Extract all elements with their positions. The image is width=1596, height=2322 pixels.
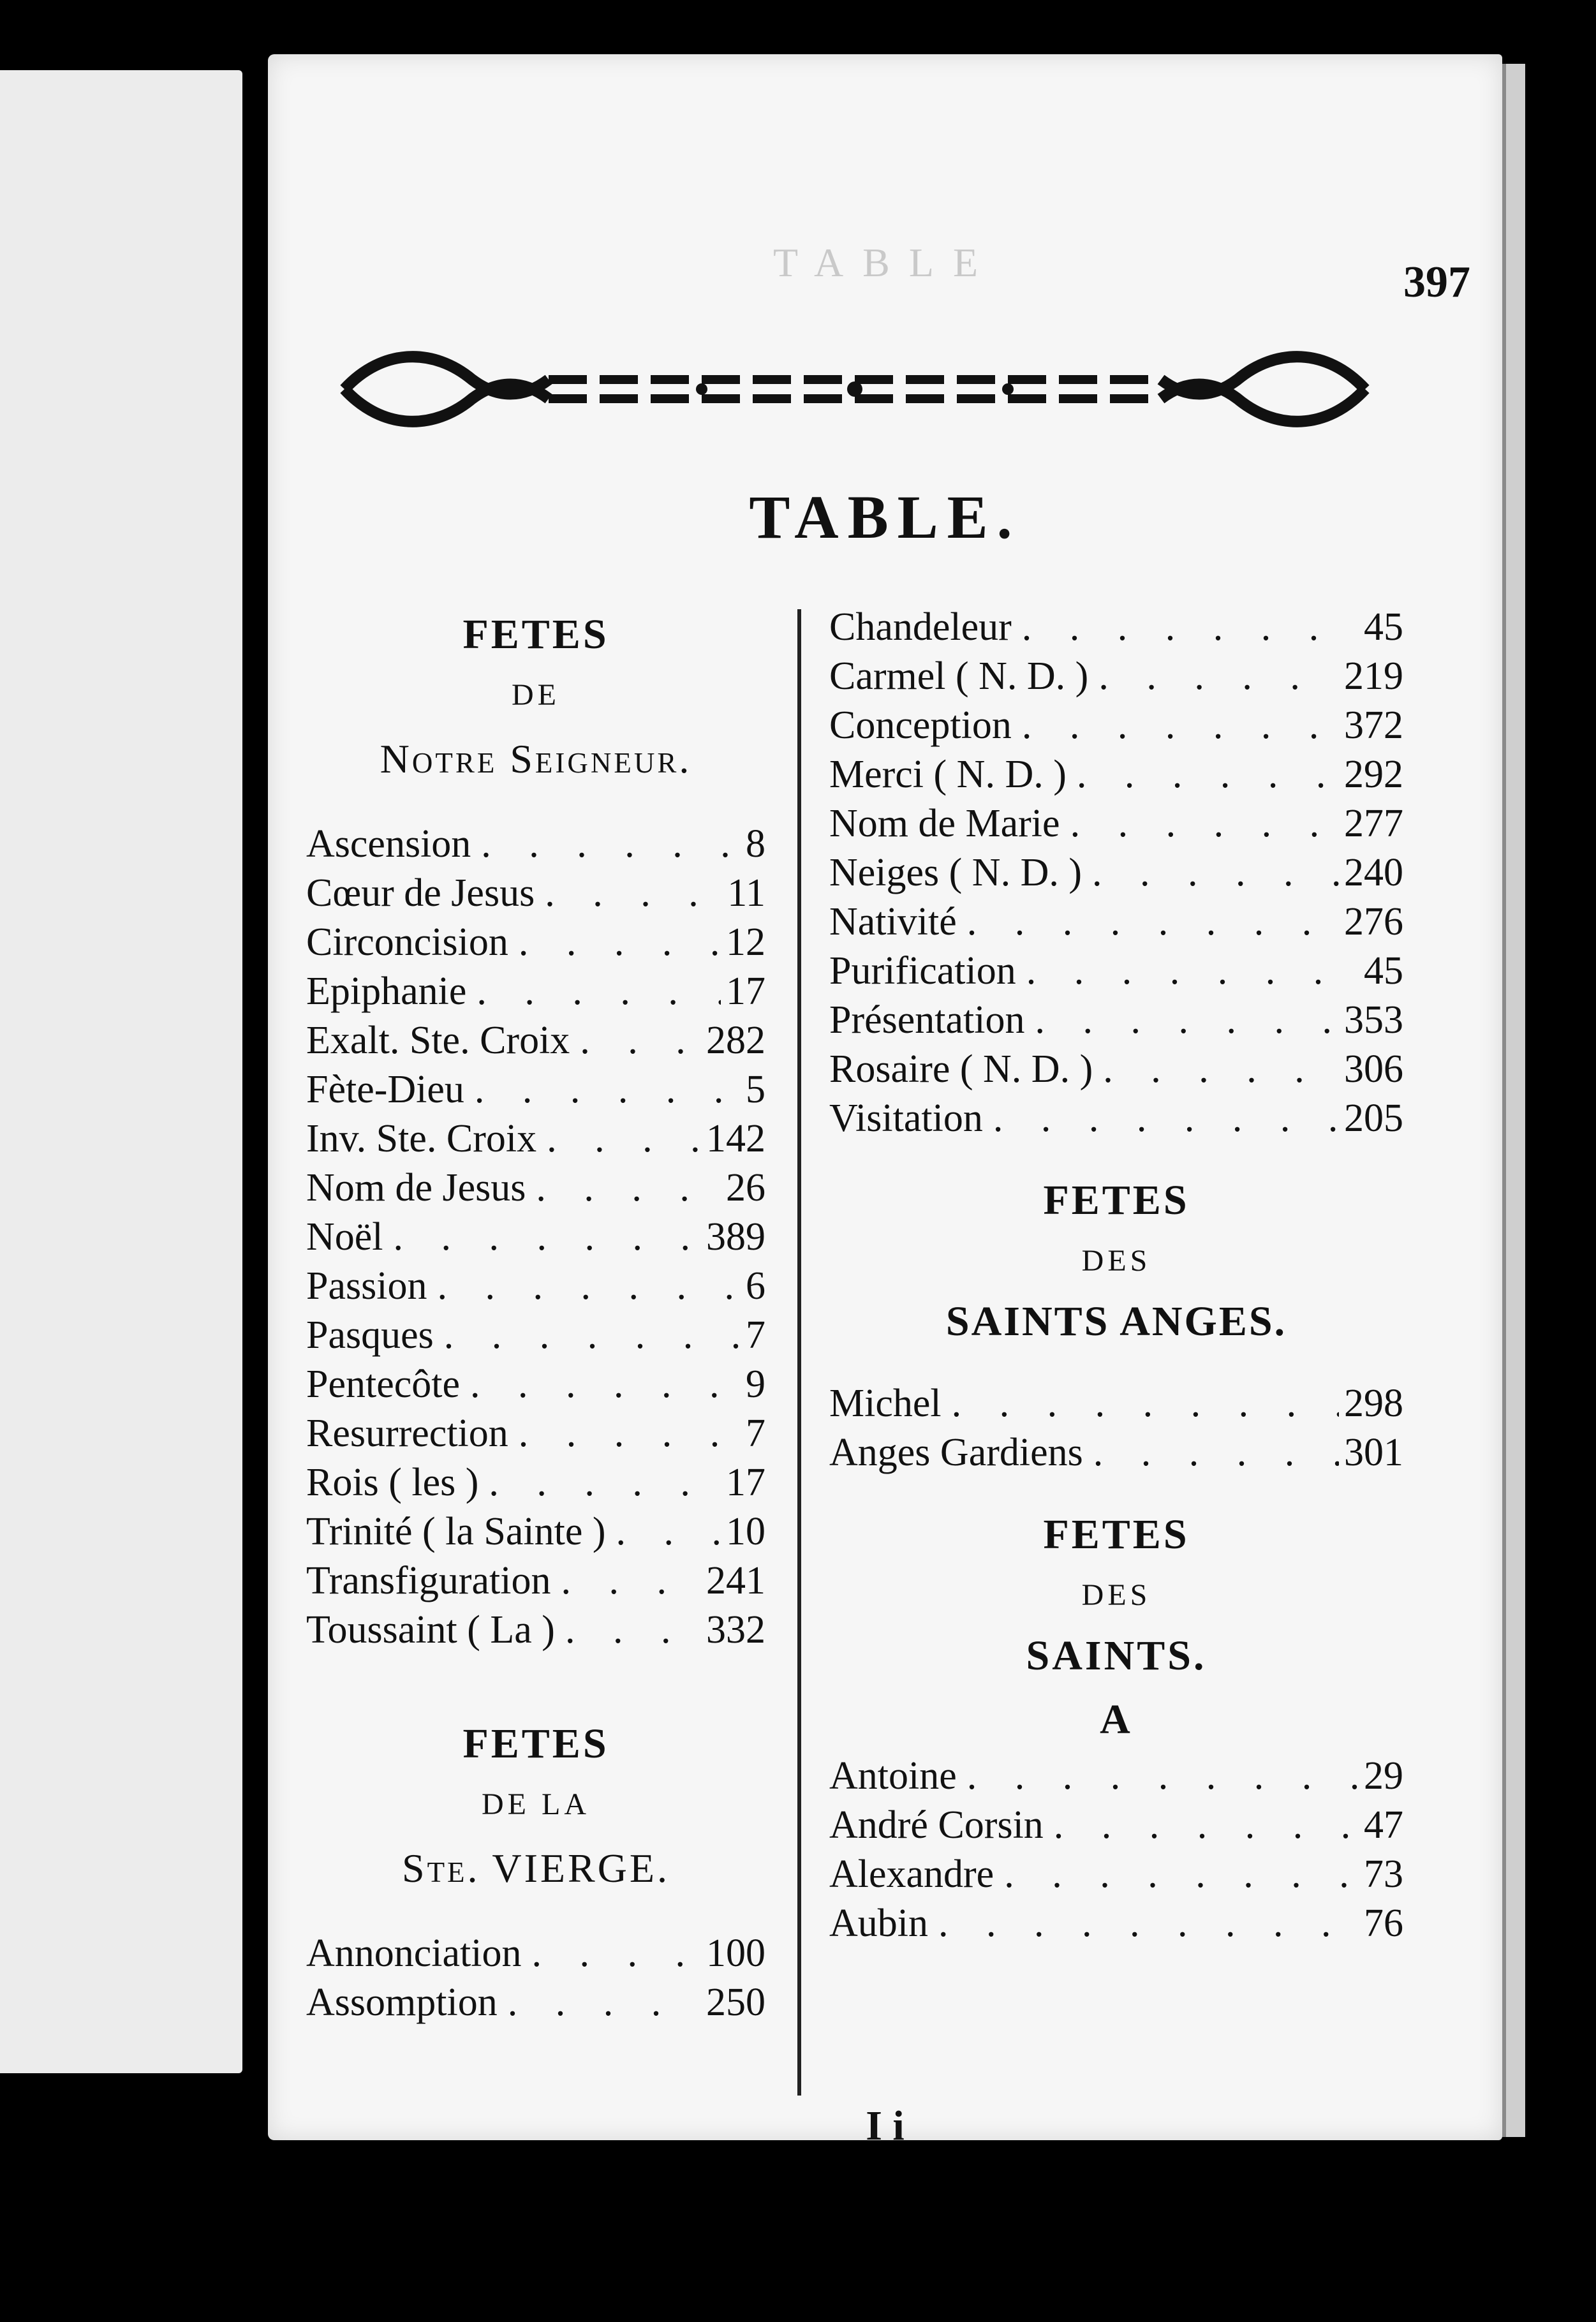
table-entry <box>306 967 765 1016</box>
entry-name: Resurrection <box>306 1412 508 1455</box>
table-entry <box>306 1978 765 2027</box>
dot-leader <box>466 967 721 1016</box>
dot-leader <box>464 1065 741 1114</box>
entry-name: Aubin <box>829 1902 928 1945</box>
dot-leader <box>383 1213 701 1262</box>
dot-leader <box>1012 603 1359 652</box>
dot-leader <box>957 1752 1359 1801</box>
entry-list <box>306 820 765 1655</box>
entry-name: Toussaint ( La ) <box>306 1608 555 1652</box>
table-entry <box>829 848 1403 898</box>
dot-leader <box>1025 996 1340 1045</box>
entry-page-number: 353 <box>1344 998 1403 1042</box>
dot-leader <box>1083 1428 1339 1477</box>
entry-page-number: 7 <box>746 1412 765 1455</box>
dot-leader <box>471 820 741 869</box>
dot-leader <box>983 1094 1339 1143</box>
entry-name: Epiphanie <box>306 970 467 1013</box>
table-entry <box>306 1458 765 1507</box>
entry-name: Conception <box>829 704 1012 747</box>
dot-leader <box>434 1311 741 1360</box>
entry-name: Michel <box>829 1382 942 1425</box>
entry-name: Nativité <box>829 900 957 943</box>
entry-name: Purification <box>829 949 1016 993</box>
dot-leader <box>508 1409 741 1458</box>
alphabet-letter: A <box>1100 1696 1133 1743</box>
entry-page-number: 250 <box>706 1981 765 2024</box>
entry-name: Transfiguration <box>306 1559 551 1602</box>
section-subtitle: Ste. VIERGE. <box>401 1845 670 1891</box>
dot-leader <box>536 1114 701 1164</box>
entry-page-number: 277 <box>1344 802 1403 845</box>
entry-page-number: 205 <box>1344 1097 1403 1140</box>
dot-leader <box>1060 799 1339 848</box>
entry-page-number: 45 <box>1364 949 1403 993</box>
entry-page-number: 17 <box>726 1461 765 1504</box>
page-edge <box>1502 64 1525 2137</box>
table-entry <box>829 1752 1403 1801</box>
table-entry <box>829 1379 1403 1428</box>
dot-leader <box>1093 1045 1339 1094</box>
dot-leader <box>1067 750 1339 799</box>
entry-name: Anges Gardiens <box>829 1431 1083 1474</box>
entry-page-number: 240 <box>1344 851 1403 894</box>
entry-page-number: 142 <box>706 1117 765 1160</box>
page-number: 397 <box>1403 258 1470 307</box>
entry-page-number: 292 <box>1344 753 1403 796</box>
dot-leader <box>460 1360 741 1409</box>
book-page <box>268 54 1502 2149</box>
table-entry <box>829 1801 1403 1850</box>
entry-name: Antoine <box>829 1754 957 1798</box>
entry-page-number: 332 <box>706 1608 765 1652</box>
entry-list <box>306 1929 765 2027</box>
table-entry <box>306 1360 765 1409</box>
entry-name: Merci ( N. D. ) <box>829 753 1067 796</box>
table-entry <box>829 1094 1403 1143</box>
dot-leader <box>535 869 722 918</box>
entry-name: Noël <box>306 1215 383 1259</box>
section-subtitle: Notre Seigneur. <box>380 736 692 781</box>
dot-leader <box>1012 701 1339 750</box>
table-entry <box>306 820 765 869</box>
table-entry <box>829 898 1403 947</box>
section-connector: DE LA <box>482 1787 590 1821</box>
dot-leader <box>550 1557 701 1606</box>
table-entry <box>829 1045 1403 1094</box>
entry-page-number: 5 <box>746 1068 765 1111</box>
entry-page-number: 10 <box>726 1510 765 1553</box>
entry-page-number: 26 <box>726 1166 765 1209</box>
entry-name: Nom de Jesus <box>306 1166 526 1209</box>
entry-name: Cœur de Jesus <box>306 871 535 915</box>
table-entry <box>306 1929 765 1978</box>
section-subtitle: SAINTS. <box>1026 1632 1207 1679</box>
entry-page-number: 9 <box>746 1363 765 1406</box>
table-entry <box>306 1409 765 1458</box>
entry-name: Passion <box>306 1264 427 1308</box>
entry-page-number: 11 <box>727 871 765 915</box>
entry-page-number: 45 <box>1364 605 1403 649</box>
entry-list <box>829 603 1403 1143</box>
table-entry <box>306 1213 765 1262</box>
entry-page-number: 306 <box>1344 1047 1403 1091</box>
table-entry <box>306 1016 765 1065</box>
entry-page-number: 8 <box>746 822 765 866</box>
entry-page-number: 301 <box>1344 1431 1403 1474</box>
table-entry <box>829 1850 1403 1899</box>
entry-name: Pentecôte <box>306 1363 461 1406</box>
dot-leader <box>555 1606 701 1655</box>
dot-leader <box>508 918 721 967</box>
ornamental-rule <box>332 335 1378 443</box>
entry-name: Pasques <box>306 1313 434 1357</box>
section-heading: FETES <box>462 611 609 658</box>
dot-leader <box>526 1164 721 1213</box>
section-heading: FETES <box>462 1720 609 1767</box>
dot-leader <box>522 1929 702 1978</box>
entry-list <box>829 1379 1403 1477</box>
entry-name: Annonciation <box>306 1932 522 1975</box>
section-heading: FETES <box>1043 1177 1190 1224</box>
entry-name: Présentation <box>829 998 1025 1042</box>
dot-leader <box>606 1507 721 1557</box>
table-entry <box>306 918 765 967</box>
dot-leader <box>942 1379 1339 1428</box>
section-connector: DE <box>512 678 560 712</box>
table-entry <box>306 1262 765 1311</box>
entry-name: Alexandre <box>829 1852 994 1896</box>
dot-leader <box>570 1016 701 1065</box>
entry-name: André Corsin <box>829 1803 1044 1847</box>
entry-name: Visitation <box>829 1097 983 1140</box>
entry-name: Circoncision <box>306 921 508 964</box>
entry-page-number: 282 <box>706 1019 765 1062</box>
table-entry <box>829 750 1403 799</box>
entry-list <box>829 1752 1403 1948</box>
column-divider <box>797 609 801 2096</box>
table-entry <box>306 1164 765 1213</box>
table-entry <box>829 996 1403 1045</box>
entry-name: Nom de Marie <box>829 802 1060 845</box>
entry-name: Inv. Ste. Croix <box>306 1117 537 1160</box>
entry-page-number: 241 <box>706 1559 765 1602</box>
table-entry <box>306 1114 765 1164</box>
dot-leader <box>478 1458 721 1507</box>
entry-page-number: 73 <box>1364 1852 1403 1896</box>
dot-leader <box>957 898 1339 947</box>
entry-name: Carmel ( N. D. ) <box>829 654 1089 698</box>
entry-page-number: 276 <box>1344 900 1403 943</box>
table-entry <box>829 947 1403 996</box>
entry-name: Fète-Dieu <box>306 1068 464 1111</box>
entry-name: Assomption <box>306 1981 498 2024</box>
dot-leader <box>1088 652 1339 701</box>
table-entry <box>829 799 1403 848</box>
entry-name: Trinité ( la Sainte ) <box>306 1510 606 1553</box>
entry-page-number: 6 <box>746 1264 765 1308</box>
table-entry <box>829 603 1403 652</box>
entry-page-number: 372 <box>1344 704 1403 747</box>
dot-leader <box>1082 848 1339 898</box>
left-column <box>306 603 765 2027</box>
table-entry <box>306 1557 765 1606</box>
entry-name: Rosaire ( N. D. ) <box>829 1047 1093 1091</box>
table-entry <box>829 1428 1403 1477</box>
table-entry <box>306 869 765 918</box>
table-entry <box>829 652 1403 701</box>
entry-page-number: 7 <box>746 1313 765 1357</box>
entry-page-number: 12 <box>726 921 765 964</box>
page-title: TABLE. <box>749 483 1021 551</box>
dot-leader <box>994 1850 1359 1899</box>
section-connector: DES <box>1081 1244 1151 1278</box>
entry-page-number: 389 <box>706 1215 765 1259</box>
entry-name: Ascension <box>306 822 471 866</box>
entry-name: Exalt. Ste. Croix <box>306 1019 570 1062</box>
dot-leader <box>1044 1801 1359 1850</box>
entry-page-number: 298 <box>1344 1382 1403 1425</box>
right-column <box>829 603 1403 1948</box>
facing-page-ghost-text <box>13 389 230 433</box>
facing-page <box>0 70 242 2073</box>
entry-page-number: 47 <box>1364 1803 1403 1847</box>
entry-page-number: 29 <box>1364 1754 1403 1798</box>
section-connector: DES <box>1081 1578 1151 1612</box>
entry-name: Chandeleur <box>829 605 1012 649</box>
table-entry <box>306 1065 765 1114</box>
section-heading: FETES <box>1043 1511 1190 1558</box>
entry-page-number: 76 <box>1364 1902 1403 1945</box>
dot-leader <box>1016 947 1359 996</box>
table-entry <box>306 1606 765 1655</box>
entry-page-number: 100 <box>706 1932 765 1975</box>
entry-name: Neiges ( N. D. ) <box>829 851 1082 894</box>
signature-mark: I i <box>866 2103 905 2149</box>
table-entry <box>306 1507 765 1557</box>
table-entry <box>829 1899 1403 1948</box>
entry-name: Rois ( les ) <box>306 1461 479 1504</box>
running-head-showthrough: TABLE <box>772 240 998 285</box>
entry-page-number: 219 <box>1344 654 1403 698</box>
section-subtitle: SAINTS ANGES. <box>945 1298 1287 1345</box>
entry-page-number: 17 <box>726 970 765 1013</box>
dot-leader <box>498 1978 701 2027</box>
dot-leader <box>928 1899 1359 1948</box>
table-entry <box>829 701 1403 750</box>
table-entry <box>306 1311 765 1360</box>
dot-leader <box>427 1262 741 1311</box>
